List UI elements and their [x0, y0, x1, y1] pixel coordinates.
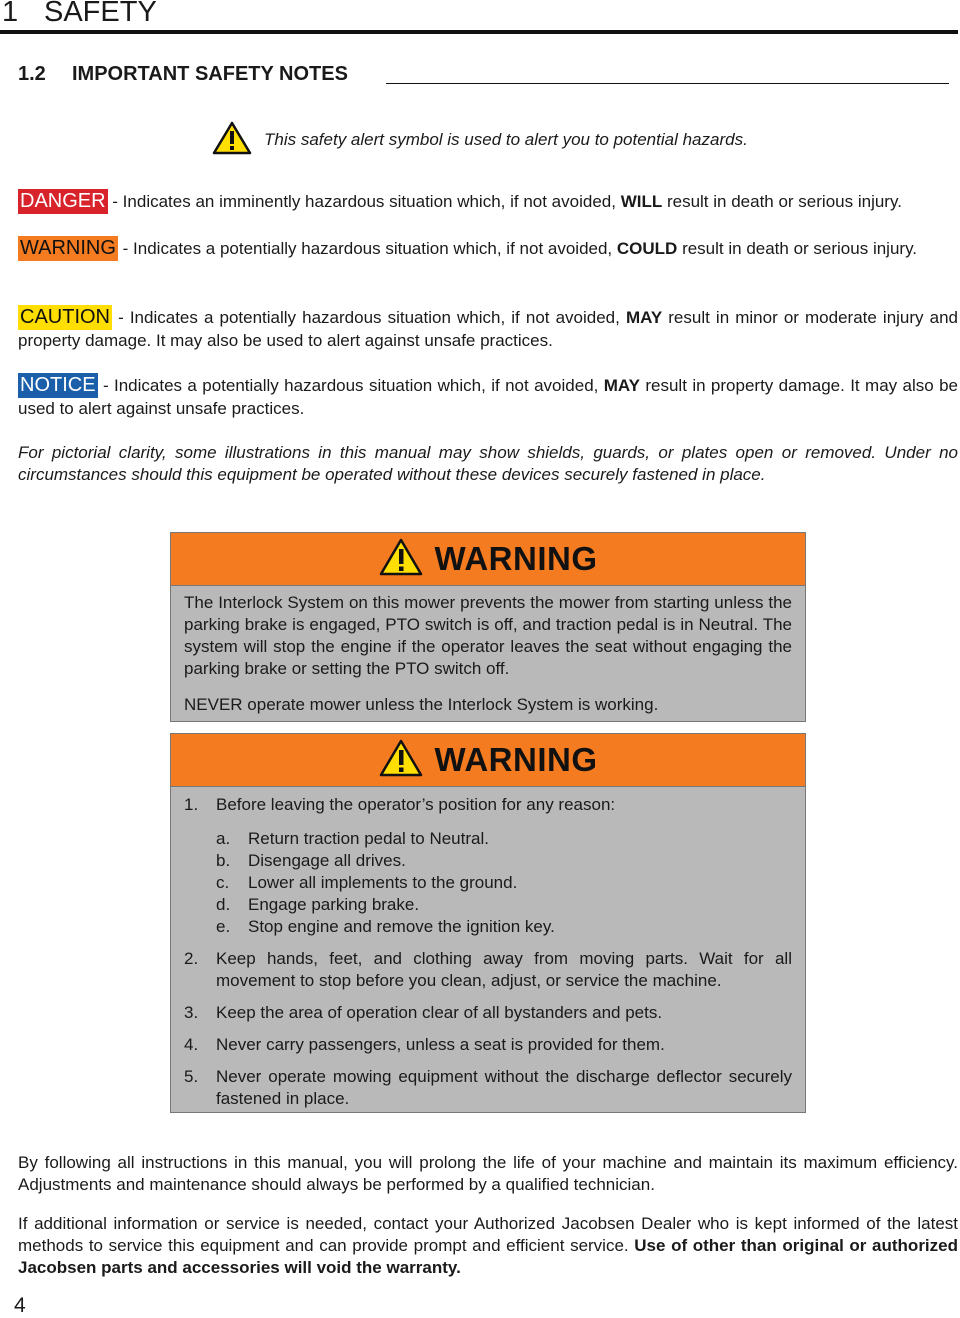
warning-box-interlock	[170, 532, 806, 722]
sub-item-text: Return traction pedal to Neutral.	[248, 829, 489, 848]
sub-list-item	[216, 872, 792, 894]
danger-text-post: result in death or serious injury.	[662, 192, 902, 211]
sub-list-item	[216, 916, 792, 938]
sub-item-letter: b.	[216, 851, 231, 870]
sub-item-text: Engage parking brake.	[248, 895, 420, 914]
notice-text-post: result in property damage. It may also be used to alert against unsafe practices.	[18, 376, 959, 418]
sub-item-text: Lower all implements to the ground.	[248, 873, 518, 892]
closing-text: If additional information or service is needed, contact your Authorized Jacobsen Dealer who is kept informed of the latest methods to service this equipment and can provide prompt and efficient service.	[18, 1214, 958, 1255]
sub-item-letter: a.	[216, 829, 231, 848]
list-item	[184, 1034, 792, 1056]
alert-symbol-text: This safety alert symbol is used to alert you to potential hazards.	[264, 130, 748, 149]
list-item	[184, 948, 792, 992]
warning-box-body	[171, 787, 805, 1110]
sub-list	[216, 828, 792, 938]
section-heading	[18, 62, 348, 86]
warning-box-title: WARNING	[434, 741, 598, 778]
list-item-text: Keep hands, feet, and clothing away from moving parts. Wait for all movement to stop before you clean, adjust, or service the machine.	[216, 949, 792, 990]
warranty-warning-text: Use of other than original or authorized Jacobsen parts and accessories will void the warranty.	[18, 1236, 958, 1277]
sub-list-item	[216, 850, 792, 872]
list-item	[184, 1002, 792, 1024]
chapter-heading	[0, 0, 958, 34]
page-number: 4	[14, 1294, 26, 1317]
sub-list-item	[216, 894, 792, 916]
list-item-text: Never carry passengers, unless a seat is provided for them.	[216, 1035, 665, 1054]
list-item-number: 3.	[184, 1003, 199, 1022]
warning-triangle-icon	[379, 739, 423, 782]
warning-triangle-icon	[379, 538, 423, 581]
warning-box-title: WARNING	[434, 540, 598, 577]
warning-box-body	[171, 586, 805, 716]
list-item-number: 5.	[184, 1067, 199, 1086]
notice-text-bold: MAY	[603, 376, 640, 395]
sub-item-letter: e.	[216, 917, 231, 936]
alert-symbol-line	[212, 122, 748, 158]
list-item-number: 2.	[184, 949, 199, 968]
warning-text-bold: COULD	[616, 239, 678, 258]
section-number: 1.2	[18, 63, 46, 85]
closing-paragraph-2	[18, 1213, 958, 1279]
warning-text-pre: - Indicates a potentially hazardous situation which, if not avoided,	[117, 239, 617, 258]
danger-definition	[18, 189, 958, 214]
warning-box-header	[171, 533, 805, 586]
caution-text-pre: - Indicates a potentially hazardous situation which, if not avoided,	[112, 308, 626, 327]
warning-triangle-icon	[212, 121, 252, 160]
warning-box-operator	[170, 733, 806, 1113]
warning-text-post: result in death or serious injury.	[677, 239, 918, 258]
list-item	[184, 1066, 792, 1110]
section-rule	[386, 83, 949, 84]
pictorial-clarity-note: For pictorial clarity, some illustrations in this manual may show shields, guards, or plates open or removed. Under no circumstances should this equipment be operated without these devices securely fastened in place.	[18, 443, 958, 484]
sub-item-text: Disengage all drives.	[248, 851, 406, 870]
caution-text-post: result in minor or moderate injury and property damage. It may also be used to alert against unsafe practices.	[18, 308, 958, 350]
closing-paragraph-1: By following all instructions in this manual, you will prolong the life of your machine and maintain its maximum efficiency. Adjustments and maintenance should always be performed by a qualified technician.	[18, 1153, 958, 1194]
notice-label: NOTICE	[20, 374, 96, 396]
sub-item-text: Stop engine and remove the ignition key.	[248, 917, 555, 936]
list-item-text: Never operate mowing equipment without the discharge deflector securely fastened in place.	[216, 1067, 792, 1108]
caution-definition	[18, 305, 958, 352]
chapter-title: SAFETY	[44, 0, 157, 28]
warning-definition	[18, 236, 958, 261]
chapter-number: 1	[2, 0, 19, 28]
sub-item-letter: c.	[216, 873, 230, 892]
danger-text-pre: - Indicates an imminently hazardous situation which, if not avoided,	[107, 192, 621, 211]
list-item-text: Keep the area of operation clear of all bystanders and pets.	[216, 1003, 663, 1022]
caution-label: CAUTION	[20, 306, 110, 328]
warning-box-header	[171, 734, 805, 787]
safety-list	[184, 794, 792, 1110]
caution-text-bold: MAY	[625, 308, 663, 327]
list-item-number: 1.	[184, 795, 199, 814]
sub-item-letter: d.	[216, 895, 231, 914]
notice-definition	[18, 373, 958, 420]
danger-label: DANGER	[20, 190, 106, 212]
danger-text-bold: WILL	[620, 192, 663, 211]
section-title: IMPORTANT SAFETY NOTES	[72, 63, 348, 85]
interlock-never-paragraph: NEVER operate mower unless the Interlock System is working.	[184, 695, 659, 714]
warning-label: WARNING	[20, 237, 116, 259]
list-item	[184, 794, 792, 938]
interlock-paragraph: The Interlock System on this mower prevents the mower from starting unless the parking brake is engaged, PTO switch is off, and traction pedal is in Neutral. The system will stop the engine if the operator leaves the seat without engaging the parking brake or setting the PTO switch off.	[184, 593, 792, 678]
sub-list-item	[216, 828, 792, 850]
notice-text-pre: - Indicates a potentially hazardous situation which, if not avoided,	[97, 376, 604, 395]
list-item-text: Before leaving the operator’s position for any reason:	[216, 795, 616, 814]
list-item-number: 4.	[184, 1035, 199, 1054]
